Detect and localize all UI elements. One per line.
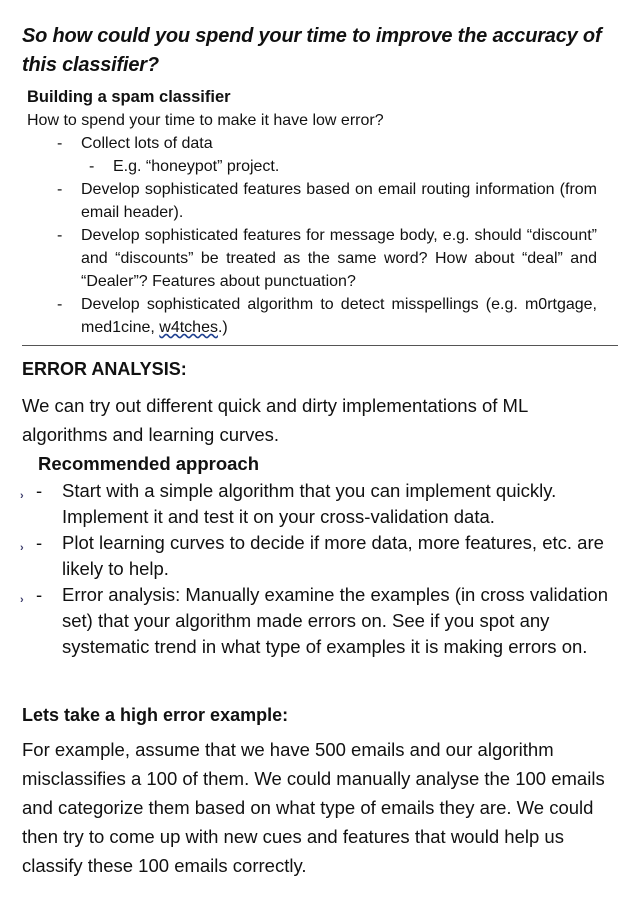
section-divider	[22, 345, 618, 346]
dash-bullet: -	[36, 532, 43, 553]
recommended-item-text: Start with a simple algorithm that you can implement quickly. Implement it and test it on your cross-validation data.	[62, 480, 557, 527]
recommended-approach	[22, 451, 622, 660]
error-analysis-paragraph: We can try out different quick and dirty implementations of ML algorithms and learning curves.	[22, 395, 528, 445]
slide-bullet	[27, 293, 597, 339]
dash-bullet: -	[57, 296, 63, 313]
slide-bullet	[27, 178, 597, 224]
dash-bullet: -	[89, 158, 95, 175]
slide-bullet-text: Develop sophisticated algorithm to detect misspellings (e.g. m0rtgage, med1cine,	[81, 296, 597, 336]
dash-bullet: -	[57, 227, 63, 244]
recommended-item-text: Plot learning curves to decide if more data, more features, etc. are likely to help.	[62, 532, 604, 579]
recommended-item	[22, 530, 622, 582]
recommended-heading: Recommended approach	[38, 453, 260, 474]
slide-heading: Building a spam classifier	[27, 88, 231, 106]
slide-bullet-text: Develop sophisticated features based on email routing information (from email header).	[81, 181, 597, 221]
dash-bullet: -	[57, 135, 63, 152]
page-title: So how could you spend your time to improve the accuracy of this classifier?	[22, 25, 602, 76]
slide-intro: How to spend your time to make it have low error?	[27, 112, 384, 129]
high-error-paragraph: For example, assume that we have 500 emails and our algorithm misclassifies a 100 of them. We could manually analyse the 100 emails and categorize them based on what type of emails they are. We could then try to come up with new cues and features that would help us classify these 100 emails correctly.	[22, 739, 605, 876]
arrow-bullet-icon: ›	[20, 490, 24, 502]
high-error-title: Lets take a high error example:	[22, 705, 289, 725]
slide-bullet-text: Develop sophisticated features for message body, e.g. should “discount” and “discounts” be treated as the same word? How about “deal” and “Dealer”? Features about punctuation?	[81, 227, 597, 290]
slide-bullet	[27, 224, 597, 293]
dash-bullet: -	[36, 480, 43, 501]
dash-bullet: -	[36, 584, 43, 605]
slide-bullet-text-end: .)	[217, 319, 228, 336]
dash-bullet: -	[57, 181, 63, 198]
spellcheck-underlined-word: w4tches	[159, 319, 218, 336]
slide-sub-bullet	[27, 155, 597, 178]
recommended-item	[22, 582, 622, 660]
arrow-bullet-icon: ›	[20, 594, 24, 606]
arrow-bullet-icon: ›	[20, 542, 24, 554]
recommended-item-text: Error analysis: Manually examine the examples (in cross validation set) that your algorithm made errors on. See if you spot any systematic trend in what type of examples it is making errors on.	[62, 584, 608, 657]
recommended-item	[22, 478, 622, 530]
error-analysis-title: ERROR ANALYSIS:	[22, 359, 187, 379]
slide-bullet	[27, 132, 597, 155]
slide-bullet-text: Collect lots of data	[81, 135, 213, 152]
slide-excerpt	[27, 86, 597, 339]
slide-sub-bullet-text: E.g. “honeypot” project.	[113, 158, 280, 175]
